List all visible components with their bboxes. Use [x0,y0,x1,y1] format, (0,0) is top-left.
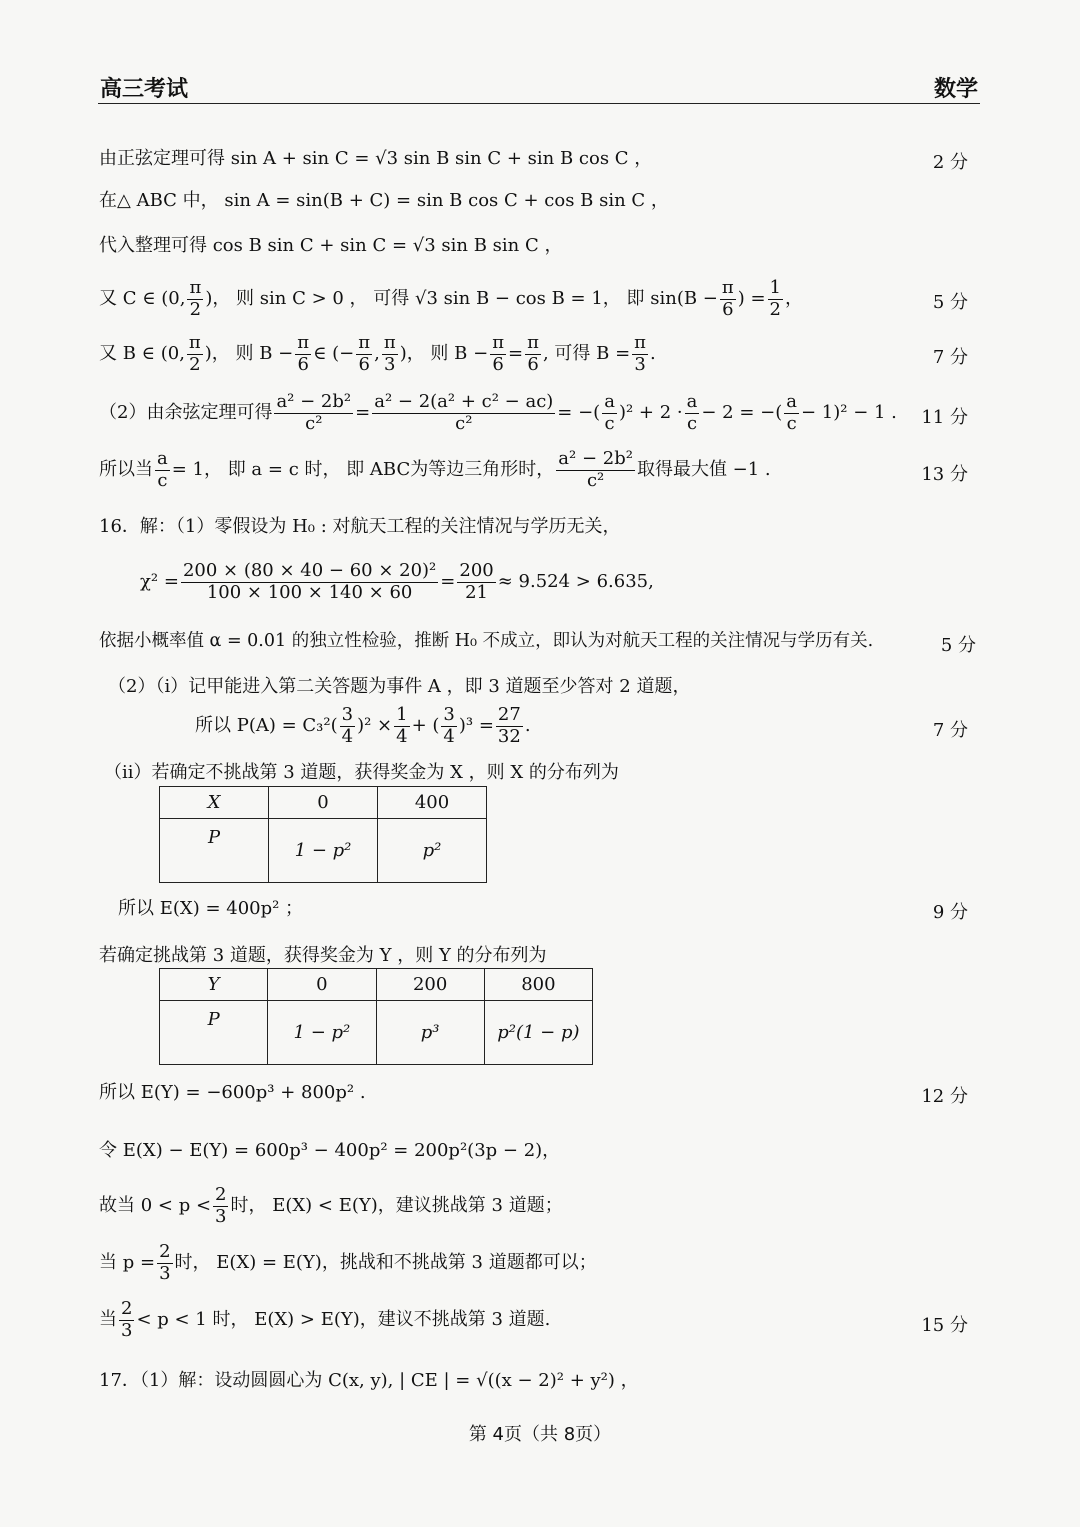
fraction: $\frac{a}{c}$ [157,448,168,491]
solution-line-y-distribution: 若确定挑战第 3 道题，获得奖金为 Y ，则 Y 的分布列为 [99,945,547,966]
table-cell: 800 [484,969,592,1001]
fraction: $\frac{\text{200 × (80 × 40 − 60 × 20)²}}{100 \times 100 \times 140 \times 60}$ [182,560,437,603]
fraction: $\frac{a}{c}$ [686,391,698,434]
table-cell: p³ [376,1001,484,1065]
question-16-heading: 16．解：（1）零假设为 H₀ : 对航天工程的关注情况与学历无关， [99,516,621,537]
solution-line-probability-a: 所以 P(A) = C₃²( $\frac{3}{4}$ )² × $\frac{1}{4}$ + ( $\frac{3}{4}$ )³ = $\frac{27}{32}$ . [195,704,531,747]
fraction: $\frac{200}{21}$ [459,560,494,603]
score-5: 5 分 [940,635,976,656]
fraction: $\frac{a}{c}$ [604,391,615,434]
page-footer: 第 4页（共 8页） [468,1424,612,1445]
table-cell: Y [160,969,268,1001]
fraction: $\frac{\pi}{2}$ [189,277,202,320]
solution-line-ey: 所以 E(Y) = −600p³ + 800p² . [99,1082,366,1103]
table-cell: p² [378,819,487,883]
solution-line-b-value: 又 B ∈ (0, $\frac{\pi}{2}$ )， 则 B − $\frac{\pi}{6}$ ∈ (− $\frac{\pi}{6}$ , $\frac{\pi}{3}$ )， 则 B − $\frac{\pi}{6}$ = $\frac{\pi}{6}$ , 可得 B = $\frac{\pi}{3}$ . [99,332,656,375]
solution-line-ex: 所以 E(X) = 400p² ； [118,898,304,919]
score-2: 2 分 [932,152,968,173]
fraction: $\frac{\pi}{2}$ [188,332,201,375]
fraction: $\frac{2}{3}$ [121,1298,133,1341]
solution-line-x-distribution: （ii）若确定不挑战第 3 道题，获得奖金为 X ，则 X 的分布列为 [104,762,619,783]
score-9: 9 分 [932,902,968,923]
table-cell: p²(1 − p) [484,1001,592,1065]
fraction: $\frac{a}{c}$ [786,391,797,434]
table-cell: 200 [376,969,484,1001]
solution-line-max-value: 所以当 $\frac{a}{c}$ = 1， 即 a = c 时， 即 ABC为等边三角形时， $\frac{\text{a² − 2b²}}{\text{c²}}$ 取得最大值 −1 . [99,448,771,491]
header-rule [98,103,980,104]
table-cell: 1 − p² [268,1001,376,1065]
fraction: $\frac{\pi}{6}$ [297,332,310,375]
chi-square-formula: χ² = $\frac{\text{200 × (80 × 40 − 60 × 20)²}}{100 \times 100 \times 140 \times 60}$ = $\frac{200}{21}$ ≈ 9.524 > 6.635, [140,560,654,603]
solution-line-case-3: 当 $\frac{2}{3}$ < p < 1 时， E(X) > E(Y)，建议不挑战第 3 道题. [99,1298,551,1341]
score-13: 13 分 [921,464,968,485]
solution-line-cosine-rule: （2）由余弦定理可得 $\frac{\text{a² − 2b²}}{\text{c²}}$ = $\frac{\text{a² − 2(a² + c² − ac)}}{\text{c²}}$ = −( $\frac{a}{c}$ )² + 2 · $\frac{a}{c}$ − 2 = −( $\frac{a}{c}$ − 1)² − 1 . [99,391,897,434]
fraction: $\frac{\pi}{6}$ [721,277,734,320]
fraction: $\frac{2}{3}$ [159,1241,171,1284]
score-7: 7 分 [932,347,968,368]
solution-line-substitute: 代入整理可得 cos B sin C + sin C = √3 sin B sin C ， [99,235,563,256]
solution-line-triangle: 在△ ABC 中， sin A = sin(B + C) = sin B cos C + cos B sin C ， [99,190,669,211]
score-15: 15 分 [921,1315,968,1336]
question-17-heading: 17．（1）解：设动圆圆心为 C(x, y), | CE | = √((x − 2)² + y²) ， [99,1370,639,1391]
table-cell: 0 [269,787,378,819]
table-cell: 1 − p² [269,819,378,883]
table-cell: 0 [268,969,376,1001]
score-5: 5 分 [932,292,968,313]
table-cell: 400 [378,787,487,819]
distribution-table-x [159,786,487,883]
solution-line-difference: 令 E(X) − E(Y) = 600p³ − 400p² = 200p²(3p − 2)， [99,1140,561,1161]
table-cell: X [160,787,269,819]
fraction: $\frac{1}{2}$ [769,277,781,320]
fraction: $\frac{3}{4}$ [443,704,455,747]
fraction: $\frac{\text{a² − 2(a² + c² − ac)}}{\text{c²}}$ [374,391,554,434]
distribution-table-y [159,968,593,1065]
table-cell: P [160,1001,268,1065]
fraction: $\frac{3}{4}$ [341,704,354,747]
fraction: $\frac{27}{32}$ [497,704,521,747]
solution-line-case-1: 故当 0 < p < $\frac{2}{3}$ 时， E(X) < E(Y)，建议挑战第 3 道题； [99,1184,563,1227]
header-subject: 数学 [933,77,978,102]
solution-line-event-a: （2）（i）记甲能进入第二关答题为事件 A ，即 3 道题至少答对 2 道题， [108,676,691,697]
fraction: $\frac{\pi}{6}$ [492,332,505,375]
score-12: 12 分 [921,1086,968,1107]
solution-line-independence-test: 依据小概率值 α = 0.01 的独立性检验，推断 H₀ 不成立，即认为对航天工程的关注情况与学历有关. [99,631,874,651]
fraction: $\frac{1}{4}$ [396,704,408,747]
fraction: $\frac{\text{a² − 2b²}}{\text{c²}}$ [276,391,352,434]
table-cell: P [160,819,269,883]
fraction: $\frac{\text{a² − 2b²}}{\text{c²}}$ [558,448,633,491]
solution-line-c-range: 又 C ∈ (0, $\frac{\pi}{2}$ )， 则 sin C > 0 ， 可得 √3 sin B − cos B = 1， 即 sin(B − $\frac{\pi}{6}$ ) = $\frac{1}{2}$ ， [99,277,803,320]
solution-line-sine-rule: 由正弦定理可得 sin A + sin C = √3 sin B sin C + sin B cos C ， [99,148,653,169]
fraction: $\frac{\pi}{6}$ [527,332,539,375]
fraction: $\frac{2}{3}$ [215,1184,227,1227]
fraction: $\frac{\pi}{6}$ [358,332,371,375]
header-exam-title: 高三考试 [100,77,189,102]
fraction: $\frac{\pi}{3}$ [634,332,647,375]
score-7: 7 分 [932,720,968,741]
score-11: 11 分 [921,407,968,428]
solution-line-case-2: 当 p = $\frac{2}{3}$ 时， E(X) = E(Y)，挑战和不挑战第 3 道题都可以； [99,1241,597,1284]
fraction: $\frac{\pi}{3}$ [383,332,396,375]
